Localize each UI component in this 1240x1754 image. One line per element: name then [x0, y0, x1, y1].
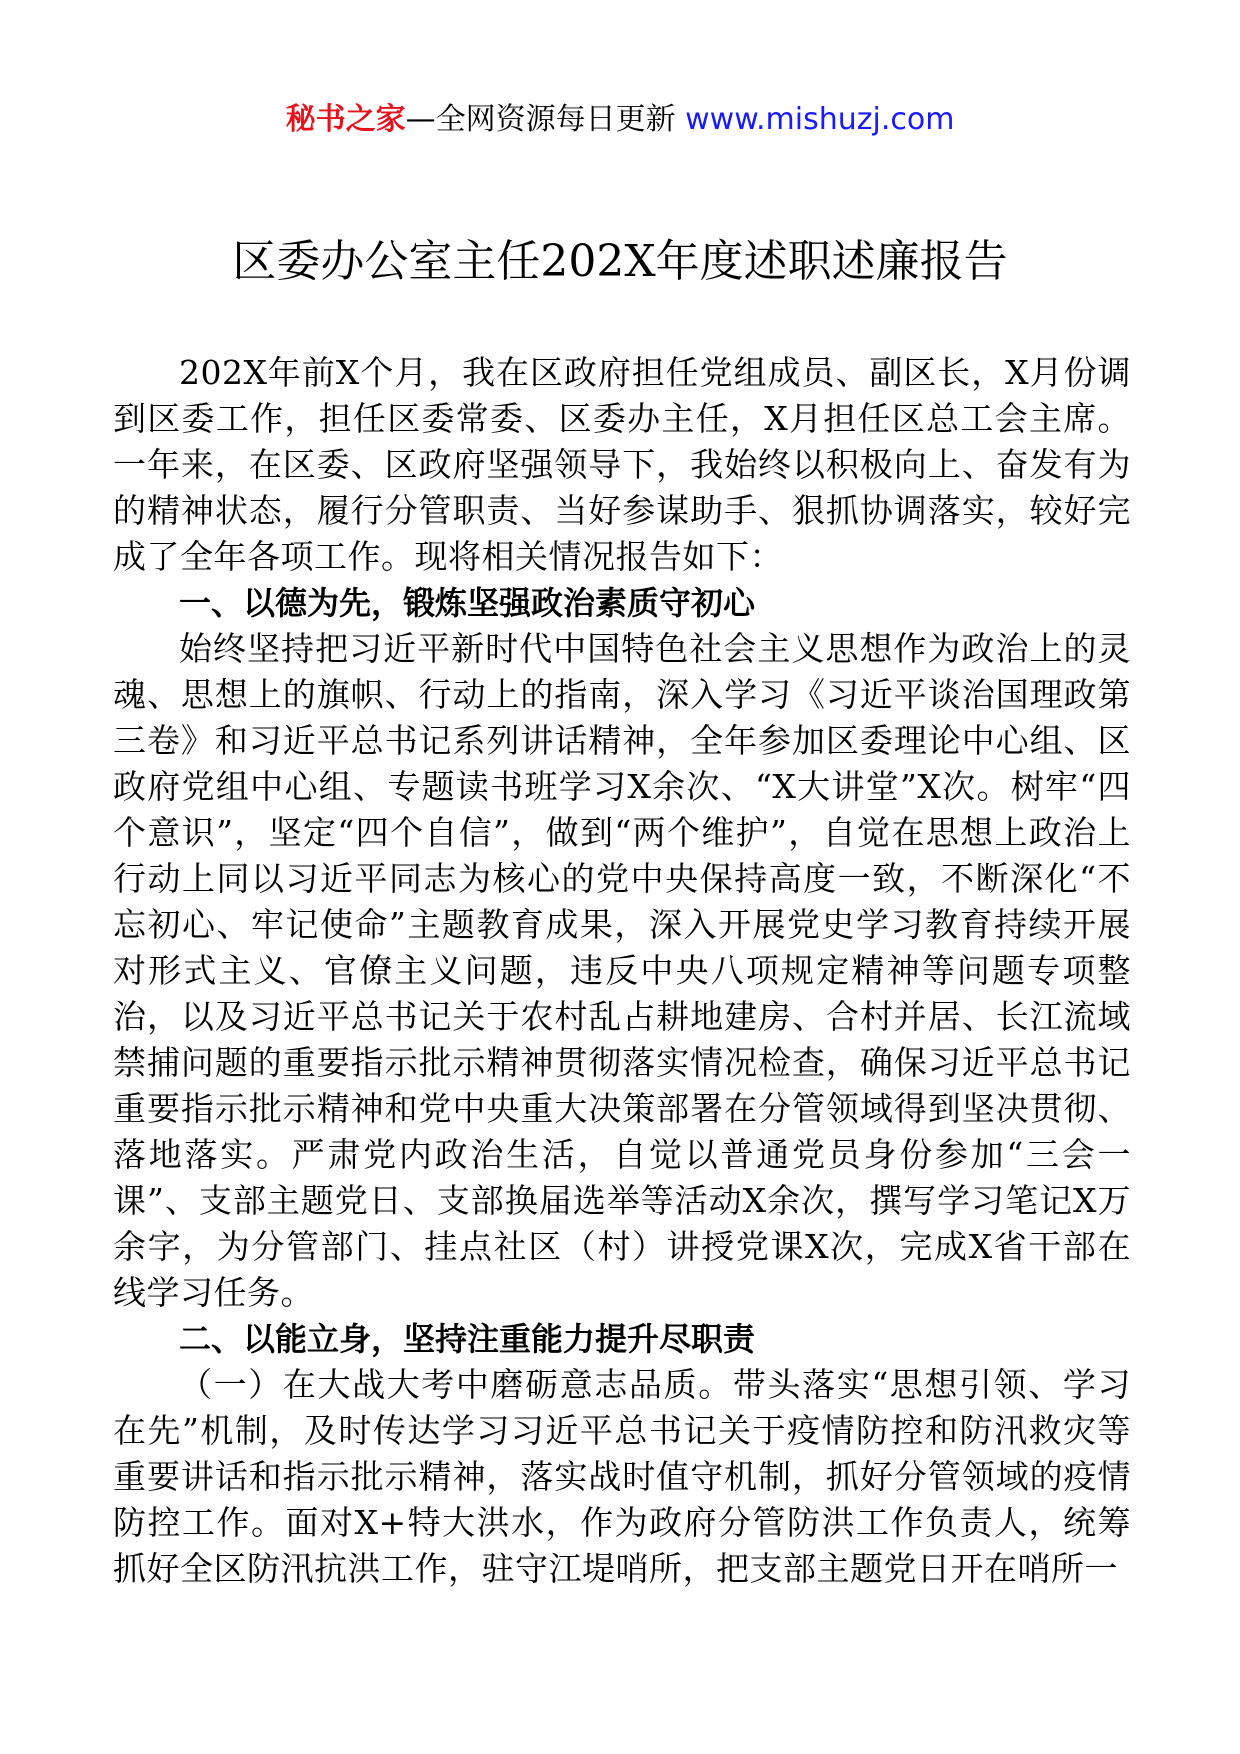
section-2-paragraph: （一）在大战大考中磨砺意志品质。带头落实“思想引领、学习在先”机制，及时传达学习习近平总书记关于疫情防控和防汛救灾等重要讲话和指示批示精神，落实战时值守机制，抓好分管领域的疫情防控工作。面对X+特大洪水，作为政府分管防洪工作负责人，统筹抓好全区防汛抗洪工作，驻守江堤哨所，把支部主题党日开在哨所一 [113, 1365, 1131, 1588]
website-link[interactable]: www.mishuzj.com [685, 102, 955, 137]
section-1-paragraph: 始终坚持把习近平新时代中国特色社会主义思想作为政治上的灵魂、思想上的旗帜、行动上的指南，深入学习《习近平谈治国理政第三卷》和习近平总书记系列讲话精神，全年参加区委理论中心组、区政府党组中心组、专题读书班学习X余次、“X大讲堂”X次。树牢“四个意识”，坚定“四个自信”，做到“两个维护”，自觉在思想上政治上行动上同以习近平同志为核心的党中央保持高度一致，不断深化“不忘初心、牢记使命”主题教育成果，深入开展党史学习教育持续开展对形式主义、官僚主义问题，违反中央八项规定精神等问题专项整治，以及习近平总书记关于农村乱占耕地建房、合村并居、长江流域禁捕问题的重要指示批示精神贯彻落实情况检查，确保习近平总书记重要指示批示精神和党中央重大决策部署在分管领域得到坚决贯彻、落地落实。严肃党内政治生活，自觉以普通党员身份参加“三会一课”、支部主题党日、支部换届选举等活动X余次，撰写学习笔记X万余字，为分管部门、挂点社区（村）讲授党课X次，完成X省干部在线学习任务。 [113, 629, 1131, 1312]
document-title: 区委办公室主任202X年度述职述廉报告 [232, 236, 1008, 287]
brand-name: 秘书之家 [285, 102, 406, 137]
banner-tagline: —全网资源每日更新 [405, 102, 676, 137]
site-banner [0, 100, 1240, 140]
intro-paragraph: 202X年前X个月，我在区政府担任党组成员、副区长，X月份调到区委工作，担任区委常委、区委办主任，X月担任区总工会主席。一年来，在区委、区政府坚强领导下，我始终以积极向上、奋发有为的精神状态，履行分管职责、当好参谋助手、狠抓协调落实，较好完成了全年各项工作。现将相关情况报告如下： [113, 353, 1131, 576]
section-2-heading: 二、以能立身，坚持注重能力提升尽职责 [179, 1320, 756, 1358]
section-1-heading: 一、以德为先，锻炼坚强政治素质守初心 [179, 584, 756, 622]
document-body [113, 350, 1131, 1592]
